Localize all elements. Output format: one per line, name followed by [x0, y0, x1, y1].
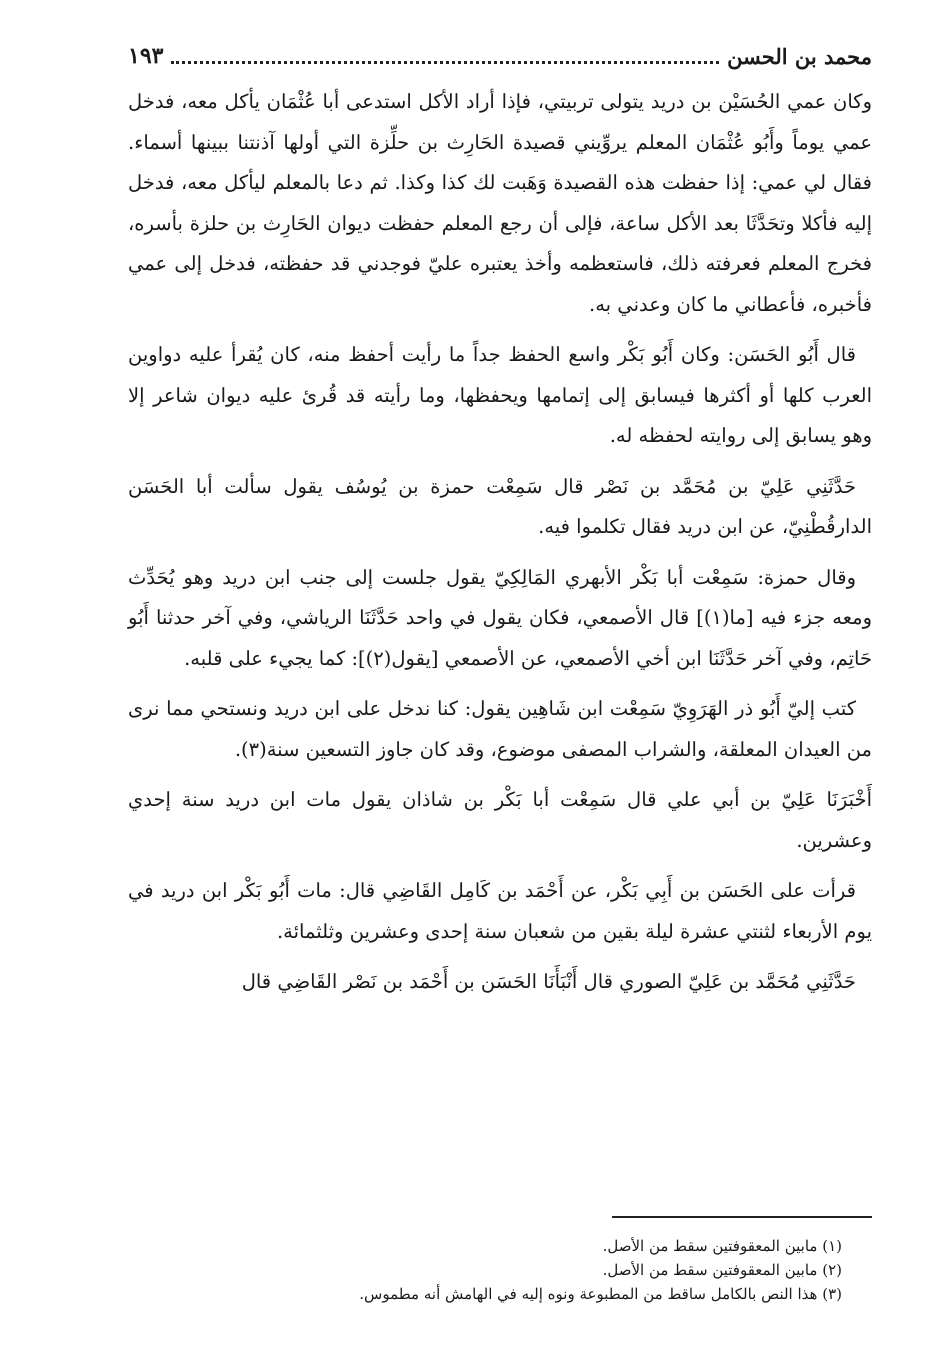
header-dot-leader [171, 61, 719, 64]
paragraph: قرأت على الحَسَن بن أَبِي بَكْر، عن أَحْمَد بن كَامِل القَاضِي قال: مات أَبُو بَكْر ابن دريد في يوم الأربعاء لثنتي عشرة ليلة بقين من شعبان سنة إحدى وعشرين وثلثمائة. [128, 879, 872, 943]
paragraph: أَخْبَرَنَا عَلِيّ بن أبي علي قال سَمِعْت أبا بَكْر بن شاذان يقول مات ابن دريد سنة إحدي وعشرين. [128, 788, 872, 852]
paragraph: حَدَّثَنِي مُحَمَّد بن عَلِيّ الصوري قال أَنْبَأَنَا الحَسَن بن أَحْمَد بن نَصْر القَاضِي قال [241, 970, 856, 993]
footnotes [128, 1234, 842, 1306]
paragraph: وكان عمي الحُسَيْن بن دريد يتولى تربيتي، فإذا أراد الأكل استدعى أبا عُثْمَان يأكل معه، فدخل عمي يوماً وأَبُو عُثْمَان المعلم يروِّيني قصيدة الحَارِث بن حلِّزة التي أولها آذنتنا ببينها أسماء. فقال لي عمي: إذا حفظت هذه القصيدة وَهَبت لك كذا وكذا. ثم دعا بالمعلم ليأكل معه، فدخل إليه فأكلا وتحَدَّثَا بعد الأكل ساعة، فإلى أن رجع المعلم حفظت ديوان الحَارِث بن حلزة بأسره، فخرج المعلم فعرفته ذلك، فاستعظمه وأخذ يعتبره عليّ فوجدني قد حفظته، فدخل إلى عمي فأخبره، فأعطاني ما كان وعدني به. [128, 90, 872, 316]
footnote: (١) مابين المعقوفتين سقط من الأصل. [602, 1237, 842, 1255]
footnote: (٢) مابين المعقوفتين سقط من الأصل. [602, 1261, 842, 1279]
footnote-divider [612, 1216, 872, 1218]
paragraph: وقال حمزة: سَمِعْت أبا بَكْر الأبهري المَالِكِيّ يقول جلست إلى جنب ابن دريد وهو يُحَدِّث ومعه جزء فيه [ما(١)] قال الأصمعي، فكان يقول في واحد حَدَّثَنَا الرياشي، وفي آخر حدثنا أَبُو حَاتِم، وفي آخر حَدَّثَنَا ابن أخي الأصمعي، عن الأصمعي [يقول(٢)]: كما يجيء على قلبه. [128, 565, 872, 670]
page-number: ١٩٣ [128, 43, 164, 69]
paragraph: قال أَبُو الحَسَن: وكان أَبُو بَكْر واسع الحفظ جداً ما رأيت أحفظ منه، كان يُقرأ عليه دواوين العرب كلها أو أكثرها فيسابق إلى إتمامها ويحفظها، وما رأيته قد قُرئ عليه ديوان شاعر إلا وهو يسابق إلى روايته لحفظه له. [128, 343, 872, 447]
page-header [128, 40, 872, 72]
paragraph: كتب إليّ أَبُو ذر الهَرَوِيّ سَمِعْت ابن شَاهِين يقول: كنا ندخل على ابن دريد ونستحي مما نرى من العيدان المعلقة، والشراب المصفى موضوع، وقد كان جاوز التسعين سنة(٣). [128, 697, 872, 761]
footnote: (٣) هذا النص بالكامل ساقط من المطبوعة ونوه إليه في الهامش أنه مطموس. [359, 1285, 842, 1303]
main-text [128, 82, 872, 1013]
paragraph: حَدَّثَنِي عَلِيّ بن مُحَمَّد بن نَصْر قال سَمِعْت حمزة بن يُوسُف يقول سألت أبا الحَسَن الدارقُطْنِيّ، عن ابن دريد فقال تكلموا فيه. [128, 474, 872, 538]
running-title: محمد بن الحسن [727, 43, 872, 69]
